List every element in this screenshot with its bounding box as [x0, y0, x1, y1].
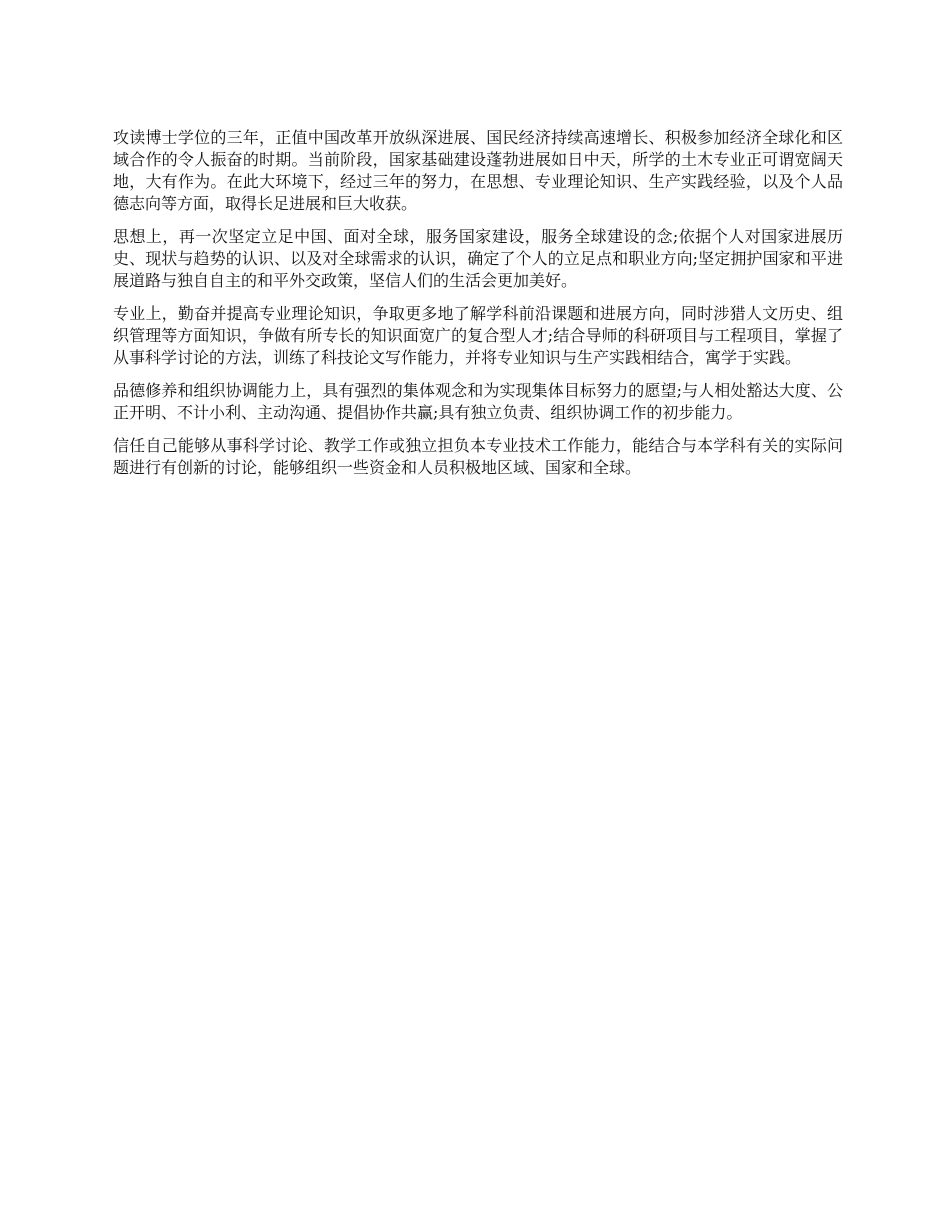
paragraph-4: 品德修养和组织协调能力上，具有强烈的集体观念和为实现集体目标努力的愿望;与人相处豁达大度、公正开明、不计小利、主动沟通、提倡协作共赢;具有独立负责、组织协调工作的初步能力。: [113, 381, 843, 422]
paragraph-1: 攻读博士学位的三年，正值中国改革开放纵深进展、国民经济持续高速增长、积极参加经济全球化和区域合作的令人振奋的时期。当前阶段，国家基础建设蓬勃进展如日中天，所学的土木专业正可谓宽阔天地，大有作为。在此大环境下，经过三年的努力，在思想、专业理论知识、生产实践经验，以及个人品德志向等方面，取得长足进展和巨大收获。: [113, 128, 843, 213]
paragraph-3: 专业上，勤奋并提高专业理论知识，争取更多地了解学科前沿课题和进展方向，同时涉猎人文历史、组织管理等方面知识，争做有所专长的知识面宽广的复合型人才;结合导师的科研项目与工程项目，掌握了从事科学讨论的方法，训练了科技论文写作能力，并将专业知识与生产实践相结合，寓学于实践。: [113, 304, 843, 367]
paragraph-5: 信任自己能够从事科学讨论、教学工作或独立担负本专业技术工作能力，能结合与本学科有关的实际问题进行有创新的讨论，能够组织一些资金和人员积极地区域、国家和全球。: [113, 436, 843, 477]
paragraph-2: 思想上，再一次坚定立足中国、面对全球，服务国家建设，服务全球建设的念;依据个人对国家进展历史、现状与趋势的认识、以及对全球需求的认识，确定了个人的立足点和职业方向;坚定拥护国家和平进展道路与独自自主的和平外交政策，坚信人们的生活会更加美好。: [113, 227, 843, 290]
document-body: [113, 127, 843, 490]
